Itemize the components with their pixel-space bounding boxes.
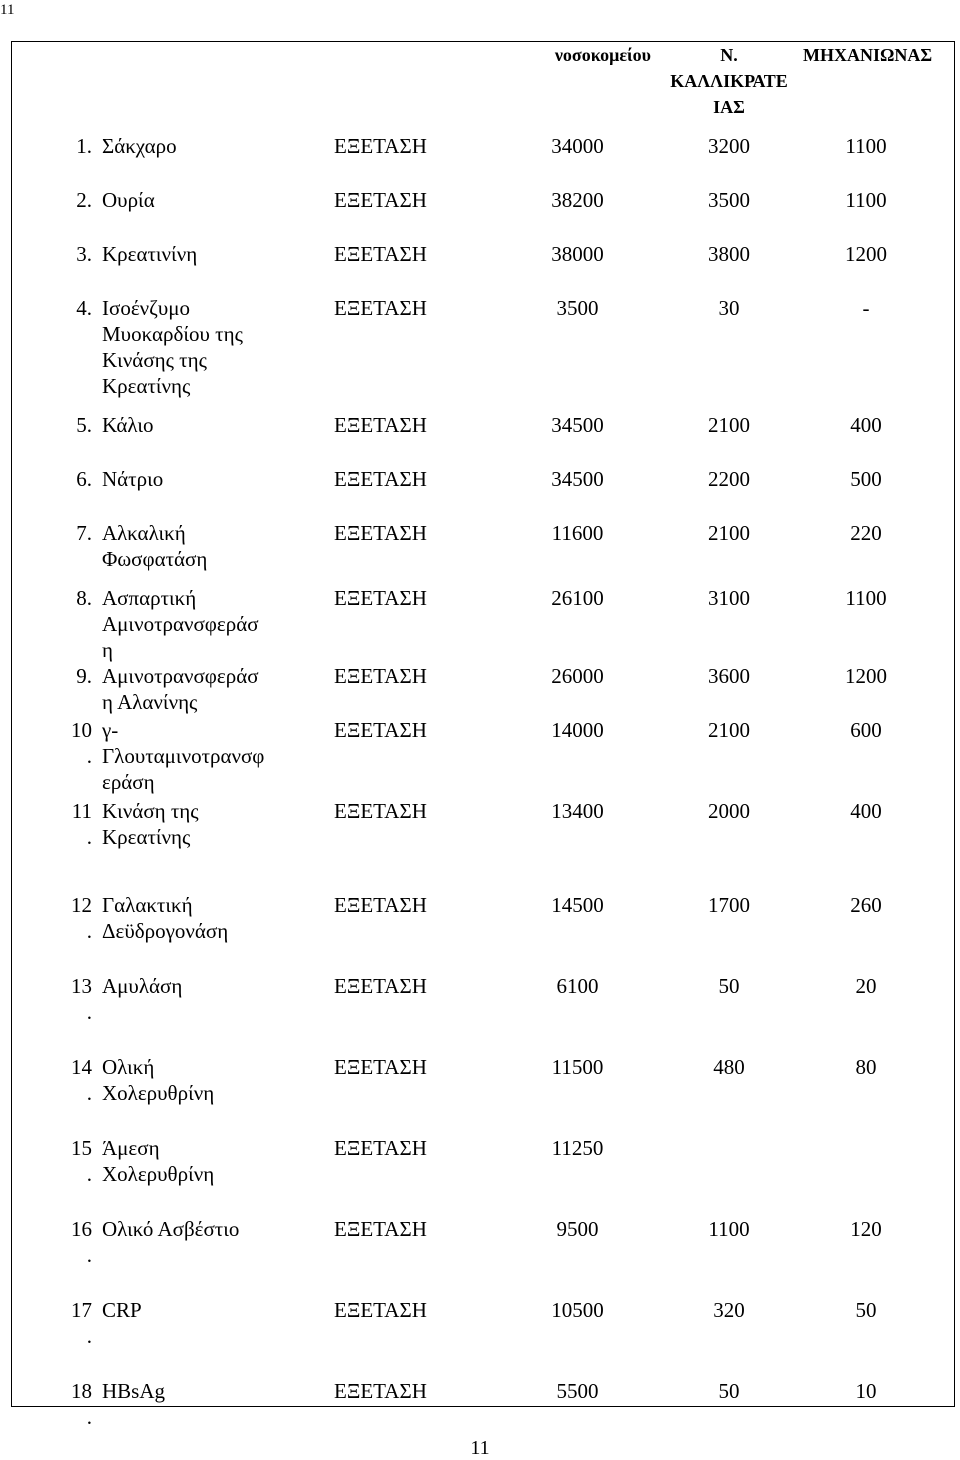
exam-name-line: Μυοκαρδίου της bbox=[102, 322, 243, 346]
exam-name bbox=[98, 174, 330, 228]
row-number bbox=[44, 399, 98, 453]
header-kallikrateias bbox=[655, 42, 803, 120]
table-row bbox=[44, 174, 929, 228]
exam-name-line: εράση bbox=[102, 770, 155, 794]
row-number-line: 15 bbox=[71, 1136, 92, 1160]
price-kallikrateias: 2000 bbox=[708, 799, 750, 823]
exam-name bbox=[98, 228, 330, 282]
row-number-line: . bbox=[86, 1405, 92, 1429]
row-number bbox=[44, 1122, 98, 1203]
row-number-line: 14 bbox=[71, 1055, 92, 1079]
price-nosokomeiou: 26100 bbox=[551, 586, 604, 610]
row-number bbox=[44, 572, 98, 663]
exam-name-line: HBsAg bbox=[102, 1379, 166, 1403]
row-number-line: 12 bbox=[71, 893, 92, 917]
price-kallikrateias: 3600 bbox=[708, 664, 750, 688]
price-mixanionas: 400 bbox=[850, 413, 882, 437]
price-kallikrateias: 3200 bbox=[708, 134, 750, 158]
exam-type: ΕΞΕΤΑΣΗ bbox=[334, 586, 427, 610]
row-number bbox=[44, 1203, 98, 1284]
exam-name-line: Αμινοτρανσφεράσ bbox=[102, 664, 259, 688]
exam-name bbox=[98, 663, 330, 717]
exam-type: ΕΞΕΤΑΣΗ bbox=[334, 799, 427, 823]
price-mixanionas: 400 bbox=[850, 799, 882, 823]
row-number-line: 17 bbox=[71, 1298, 92, 1322]
exam-name bbox=[98, 507, 330, 572]
exam-type: ΕΞΕΤΑΣΗ bbox=[334, 1217, 427, 1241]
price-kallikrateias: 2100 bbox=[708, 521, 750, 545]
exam-type: ΕΞΕΤΑΣΗ bbox=[334, 188, 427, 212]
exam-name-line: Ολική bbox=[102, 1055, 155, 1079]
exam-name bbox=[98, 960, 330, 1041]
exam-name-line: Νάτριο bbox=[102, 467, 164, 491]
exam-type: ΕΞΕΤΑΣΗ bbox=[334, 974, 427, 998]
exam-name-line: Κρεατίνης bbox=[102, 825, 191, 849]
row-number bbox=[44, 798, 98, 879]
table-row bbox=[44, 1284, 929, 1365]
exam-type: ΕΞΕΤΑΣΗ bbox=[334, 1379, 427, 1403]
price-nosokomeiou: 13400 bbox=[551, 799, 604, 823]
price-kallikrateias: 3800 bbox=[708, 242, 750, 266]
price-nosokomeiou: 9500 bbox=[556, 1217, 599, 1241]
exam-name-line: Γλουταμινοτρανσφ bbox=[102, 744, 265, 768]
price-kallikrateias: 3100 bbox=[708, 586, 750, 610]
exam-name bbox=[98, 1041, 330, 1122]
row-number bbox=[44, 453, 98, 507]
table-row bbox=[44, 1203, 929, 1284]
exam-name-line: Φωσφατάση bbox=[102, 547, 208, 571]
price-kallikrateias: 480 bbox=[713, 1055, 745, 1079]
price-kallikrateias: 2100 bbox=[708, 413, 750, 437]
price-nosokomeiou: 34500 bbox=[551, 467, 604, 491]
table-row bbox=[44, 960, 929, 1041]
price-nosokomeiou: 11500 bbox=[551, 1055, 604, 1079]
exam-name bbox=[98, 717, 330, 798]
exam-name-line: Κρεατίνης bbox=[102, 374, 191, 398]
exam-name-line: Κινάση της bbox=[102, 799, 199, 823]
exam-name bbox=[98, 1203, 330, 1284]
price-kallikrateias: 1100 bbox=[708, 1217, 750, 1241]
row-number-line: 18 bbox=[71, 1379, 92, 1403]
row-number-line: 5. bbox=[76, 413, 92, 437]
exam-name-line: CRP bbox=[102, 1298, 142, 1322]
row-number-line: 4. bbox=[76, 296, 92, 320]
row-number-line: . bbox=[86, 1324, 92, 1348]
row-number-line: . bbox=[86, 1000, 92, 1024]
exam-type: ΕΞΕΤΑΣΗ bbox=[334, 413, 427, 437]
price-mixanionas: 260 bbox=[850, 893, 882, 917]
table-row bbox=[44, 798, 929, 879]
row-number bbox=[44, 174, 98, 228]
row-number-line: 16 bbox=[71, 1217, 92, 1241]
exam-type: ΕΞΕΤΑΣΗ bbox=[334, 1055, 427, 1079]
price-mixanionas: 20 bbox=[855, 974, 877, 998]
exam-name bbox=[98, 798, 330, 879]
exam-name-line: Δεϋδρογονάση bbox=[102, 919, 229, 943]
price-nosokomeiou: 11250 bbox=[551, 1136, 604, 1160]
exam-name-line: Κάλιο bbox=[102, 413, 154, 437]
row-number-line: . bbox=[86, 1081, 92, 1105]
row-number bbox=[44, 282, 98, 399]
page-number: 11 bbox=[470, 1437, 490, 1459]
price-mixanionas: 120 bbox=[850, 1217, 882, 1241]
page-corner-number: 11 bbox=[0, 2, 15, 18]
exam-name-line: Ασπαρτική bbox=[102, 586, 197, 610]
exam-name-line: Ισοένζυμο bbox=[102, 296, 190, 320]
exam-name bbox=[98, 572, 330, 663]
price-mixanionas: 600 bbox=[850, 718, 882, 742]
table-row bbox=[44, 1122, 929, 1203]
row-number bbox=[44, 717, 98, 798]
row-number bbox=[44, 120, 98, 174]
row-number-line: 11 bbox=[71, 799, 92, 823]
price-kallikrateias: 50 bbox=[718, 974, 740, 998]
price-mixanionas: 1100 bbox=[845, 134, 887, 158]
price-mixanionas: - bbox=[862, 296, 870, 320]
exam-name-line: η Αλανίνης bbox=[102, 690, 198, 714]
exam-name bbox=[98, 453, 330, 507]
row-number-line: . bbox=[86, 825, 92, 849]
price-kallikrateias: 50 bbox=[718, 1379, 740, 1403]
exam-name-line: Αμυλάση bbox=[102, 974, 183, 998]
exam-name bbox=[98, 282, 330, 399]
exam-name-line: η bbox=[102, 638, 113, 662]
exam-type: ΕΞΕΤΑΣΗ bbox=[334, 134, 427, 158]
row-number bbox=[44, 507, 98, 572]
row-number-line: 1. bbox=[76, 134, 92, 158]
row-number bbox=[44, 1365, 98, 1446]
row-number-line: . bbox=[86, 919, 92, 943]
exam-name-line: Κινάσης της bbox=[102, 348, 207, 372]
header-mixanionas: ΜΗΧΑΝΙΩΝΑΣ bbox=[803, 45, 933, 65]
table-header-row bbox=[44, 42, 929, 120]
price-kallikrateias: 1700 bbox=[708, 893, 750, 917]
table-row bbox=[44, 120, 929, 174]
exam-name bbox=[98, 120, 330, 174]
row-number bbox=[44, 879, 98, 960]
price-mixanionas bbox=[803, 1122, 929, 1203]
price-kallikrateias bbox=[655, 1122, 803, 1203]
price-nosokomeiou: 38200 bbox=[551, 188, 604, 212]
row-number bbox=[44, 1041, 98, 1122]
price-kallikrateias: 2100 bbox=[708, 718, 750, 742]
table-row bbox=[44, 879, 929, 960]
exam-name bbox=[98, 1284, 330, 1365]
table-row bbox=[44, 1041, 929, 1122]
exam-type: ΕΞΕΤΑΣΗ bbox=[334, 1298, 427, 1322]
price-nosokomeiou: 5500 bbox=[556, 1379, 599, 1403]
exam-type: ΕΞΕΤΑΣΗ bbox=[334, 296, 427, 320]
row-number-line: 2. bbox=[76, 188, 92, 212]
exam-name-line: Αλκαλική bbox=[102, 521, 186, 545]
exam-name bbox=[98, 399, 330, 453]
table-row bbox=[44, 717, 929, 798]
price-mixanionas: 50 bbox=[855, 1298, 877, 1322]
exam-name-line: Άμεση bbox=[102, 1136, 160, 1160]
exam-name bbox=[98, 1122, 330, 1203]
price-nosokomeiou: 14000 bbox=[551, 718, 604, 742]
table-row bbox=[44, 228, 929, 282]
exam-type: ΕΞΕΤΑΣΗ bbox=[334, 521, 427, 545]
price-nosokomeiou: 34500 bbox=[551, 413, 604, 437]
price-mixanionas: 1200 bbox=[845, 242, 887, 266]
exam-type: ΕΞΕΤΑΣΗ bbox=[334, 467, 427, 491]
row-number-line: 9. bbox=[76, 664, 92, 688]
price-nosokomeiou: 10500 bbox=[551, 1298, 604, 1322]
header-kallikrateias-line: ΚΑΛΛΙΚΡΑΤΕ bbox=[670, 71, 788, 91]
price-kallikrateias: 320 bbox=[713, 1298, 745, 1322]
price-kallikrateias: 2200 bbox=[708, 467, 750, 491]
price-kallikrateias: 30 bbox=[718, 296, 740, 320]
exam-name-line: γ- bbox=[102, 718, 119, 742]
exam-name bbox=[98, 879, 330, 960]
price-nosokomeiou: 34000 bbox=[551, 134, 604, 158]
table-row bbox=[44, 399, 929, 453]
price-mixanionas: 1200 bbox=[845, 664, 887, 688]
row-number-line: . bbox=[86, 744, 92, 768]
price-nosokomeiou: 6100 bbox=[556, 974, 599, 998]
row-number-line: 8. bbox=[76, 586, 92, 610]
price-mixanionas: 220 bbox=[850, 521, 882, 545]
price-nosokomeiou: 14500 bbox=[551, 893, 604, 917]
exam-type: ΕΞΕΤΑΣΗ bbox=[334, 718, 427, 742]
price-nosokomeiou: 38000 bbox=[551, 242, 604, 266]
table-row bbox=[44, 282, 929, 399]
exam-name-line: Κρεατινίνη bbox=[102, 242, 198, 266]
exam-price-table bbox=[44, 42, 933, 1446]
exam-name-line: Αμινοτρανσφεράσ bbox=[102, 612, 259, 636]
row-number-line: . bbox=[86, 1162, 92, 1186]
price-table-frame bbox=[11, 41, 955, 1429]
row-number-line: 13 bbox=[71, 974, 92, 998]
header-nosokomeiou: νοσοκομείου bbox=[554, 45, 651, 65]
header-kallikrateias-line: ΙΑΣ bbox=[713, 97, 745, 117]
table-row bbox=[44, 507, 929, 572]
row-number bbox=[44, 960, 98, 1041]
price-mixanionas: 1100 bbox=[845, 586, 887, 610]
price-nosokomeiou: 26000 bbox=[551, 664, 604, 688]
price-nosokomeiou: 3500 bbox=[556, 296, 599, 320]
table-row bbox=[44, 453, 929, 507]
exam-name bbox=[98, 1365, 330, 1446]
exam-name-line: Χολερυθρίνη bbox=[102, 1081, 215, 1105]
table-row bbox=[44, 1365, 929, 1446]
header-kallikrateias-line: Ν. bbox=[720, 45, 738, 65]
exam-name-line: Γαλακτική bbox=[102, 893, 193, 917]
row-number-line: 3. bbox=[76, 242, 92, 266]
row-number-line: 6. bbox=[76, 467, 92, 491]
exam-type: ΕΞΕΤΑΣΗ bbox=[334, 242, 427, 266]
price-kallikrateias: 3500 bbox=[708, 188, 750, 212]
table-row bbox=[44, 572, 929, 663]
exam-name-line: Σάκχαρο bbox=[102, 134, 177, 158]
price-mixanionas: 80 bbox=[855, 1055, 877, 1079]
table-row bbox=[44, 663, 929, 717]
row-number-line: 7. bbox=[76, 521, 92, 545]
row-number bbox=[44, 1284, 98, 1365]
exam-type: ΕΞΕΤΑΣΗ bbox=[334, 664, 427, 688]
row-number bbox=[44, 228, 98, 282]
price-mixanionas: 500 bbox=[850, 467, 882, 491]
row-number-line: 10 bbox=[71, 718, 92, 742]
price-mixanionas: 10 bbox=[855, 1379, 877, 1403]
exam-name-line: Ολικό Ασβέστιο bbox=[102, 1217, 240, 1241]
exam-name-line: Ουρία bbox=[102, 188, 155, 212]
row-number bbox=[44, 663, 98, 717]
exam-type: ΕΞΕΤΑΣΗ bbox=[334, 1136, 427, 1160]
exam-type: ΕΞΕΤΑΣΗ bbox=[334, 893, 427, 917]
exam-name-line: Χολερυθρίνη bbox=[102, 1162, 215, 1186]
price-mixanionas: 1100 bbox=[845, 188, 887, 212]
price-nosokomeiou: 11600 bbox=[551, 521, 604, 545]
row-number-line: . bbox=[86, 1243, 92, 1267]
